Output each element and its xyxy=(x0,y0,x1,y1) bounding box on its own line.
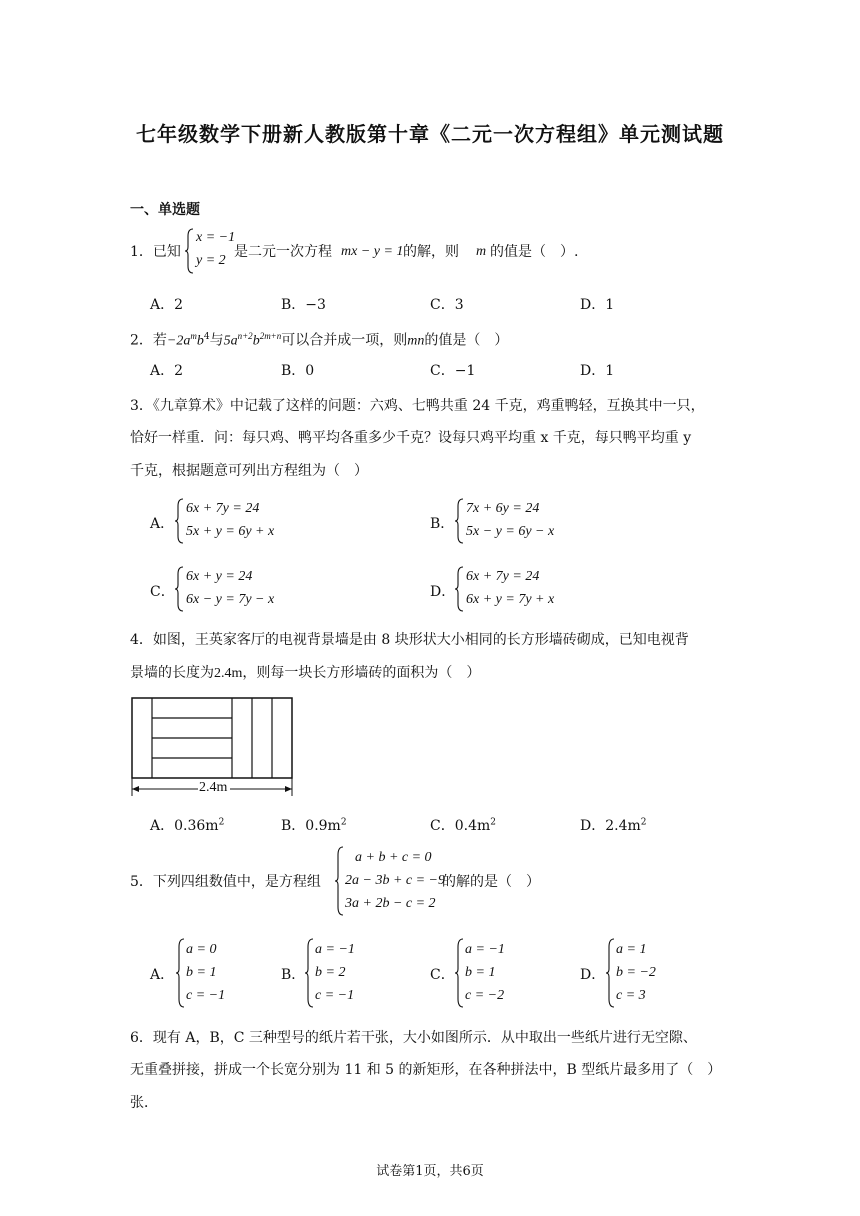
q1-mid: 是二元一次方程 xyxy=(234,244,332,260)
q5-option-c-label[interactable]: C． xyxy=(430,967,455,983)
q4-option-a[interactable]: A．$0.36m^2$ xyxy=(150,817,225,834)
q3-option-a-brace xyxy=(174,498,184,544)
q5-lead: 5．下列四组数值中，是方程组 xyxy=(130,874,321,890)
q5-tail: 的解的是（ ） xyxy=(442,874,540,890)
q5-system: a + b + c = 0 2a − 3b + c = −9 3a + 2b − c = 2 xyxy=(345,850,446,911)
q1-number: 1．已知 xyxy=(130,244,181,260)
q5-option-b-brace xyxy=(304,938,314,1008)
q3-option-d-label[interactable]: D． xyxy=(430,584,456,600)
q1-option-c[interactable]: C．3 xyxy=(430,297,464,313)
q3-option-b-system: 7x + 6y = 24 5x − y = 6y − x xyxy=(466,501,555,539)
q1-equation: mx − y = 1 xyxy=(341,244,404,259)
q3-option-c-brace xyxy=(174,566,184,612)
q4-option-b[interactable]: B．$0.9m^2$ xyxy=(281,817,347,834)
q1-system xyxy=(196,226,235,272)
q3-line-3: 千克，根据题意可列出方程组为（ ） xyxy=(130,463,368,479)
q3-option-b-brace xyxy=(454,498,464,544)
q1-var: m xyxy=(476,244,487,259)
q2-option-c[interactable]: C．−1 xyxy=(430,363,476,379)
q6-line-1: 6．现有 A，B，C 三种型号的纸片若干张，大小如图所示．从中取出一些纸片进行无空隙、 xyxy=(130,1030,697,1046)
q4-option-c[interactable]: C．$0.4m^2$ xyxy=(430,817,496,834)
q2-text: 2．若$-2a^mb^4$与$5a^{n+2}b^{2m+n}$可以合并成一项，则mn的值是（ ） xyxy=(130,331,509,349)
q3-option-d-brace xyxy=(454,566,464,612)
q5-option-b-system: a = −1 b = 2 c = −1 xyxy=(315,942,355,1003)
q3-line-2: 恰好一样重．问：每只鸡、鸭平均各重多少千克？设每只鸡平均重 x 千克，每只鸭平均重 y xyxy=(130,430,692,446)
q3-line-1: 3．《九章算术》中记载了这样的问题：六鸡、七鸭共重 24 千克，鸡重鸭轻，互换其中一只， xyxy=(130,398,705,414)
q1-tail: 的解，则 xyxy=(403,244,459,260)
q5-option-a-system: a = 0 b = 1 c = −1 xyxy=(186,942,226,1003)
q6-line-3: 张． xyxy=(130,1095,158,1111)
page-title: 七年级数学下册新人教版第十章《二元一次方程组》单元测试题 xyxy=(136,122,724,146)
q5-option-a-label[interactable]: A． xyxy=(150,967,175,983)
q2-option-d[interactable]: D．1 xyxy=(580,363,615,379)
q3-option-b-label[interactable]: B． xyxy=(430,516,455,532)
q1-option-a[interactable]: A．2 xyxy=(150,297,184,313)
q4-line-1: 4．如图，王英家客厅的电视背景墙是由 8 块形状大小相同的长方形墙砖砌成，已知电视背 xyxy=(130,632,689,648)
q5-brace xyxy=(334,846,344,916)
q3-option-c-label[interactable]: C． xyxy=(150,584,175,600)
q3-option-d-system: 6x + 7y = 24 6x + y = 7y + x xyxy=(466,569,555,607)
q5-option-c-brace xyxy=(454,938,464,1008)
section-heading: 一、单选题 xyxy=(130,202,200,218)
q1-option-b[interactable]: B．−3 xyxy=(281,297,326,313)
q5-option-d-system: a = 1 b = −2 c = 3 xyxy=(616,942,656,1003)
q1-brace xyxy=(184,228,194,274)
q1-eq-2: y = 2 xyxy=(196,253,226,268)
q5-option-b-label[interactable]: B． xyxy=(281,967,306,983)
q5-option-a-brace xyxy=(175,938,185,1008)
q3-option-a-system: 6x + 7y = 24 5x + y = 6y + x xyxy=(186,501,275,539)
q4-option-d[interactable]: D．$2.4m^2$ xyxy=(580,817,647,834)
q2-option-b[interactable]: B．0 xyxy=(281,363,315,379)
q3-option-a-label[interactable]: A． xyxy=(150,516,175,532)
page-footer: 试卷第1页，共6页 xyxy=(376,1164,484,1179)
q2-option-a[interactable]: A．2 xyxy=(150,363,184,379)
q1-option-d[interactable]: D．1 xyxy=(580,297,615,313)
q5-option-d-label[interactable]: D． xyxy=(580,967,606,983)
figure-dimension-label: 2.4m xyxy=(199,780,228,795)
q1-eq-1: x = −1 xyxy=(196,230,236,245)
q6-line-2: 无重叠拼接，拼成一个长宽分别为 11 和 5 的新矩形，在各种拼法中，B 型纸片最多用了（ ） xyxy=(130,1062,722,1078)
q4-line-2: 景墙的长度为2.4m，则每一块长方形墙砖的面积为（ ） xyxy=(130,665,481,681)
q5-option-d-brace xyxy=(605,938,615,1008)
q5-option-c-system: a = −1 b = 1 c = −2 xyxy=(465,942,505,1003)
q1-end: 的值是（ ）. xyxy=(490,244,579,260)
q3-option-c-system: 6x + y = 24 6x − y = 7y − x xyxy=(186,569,275,607)
